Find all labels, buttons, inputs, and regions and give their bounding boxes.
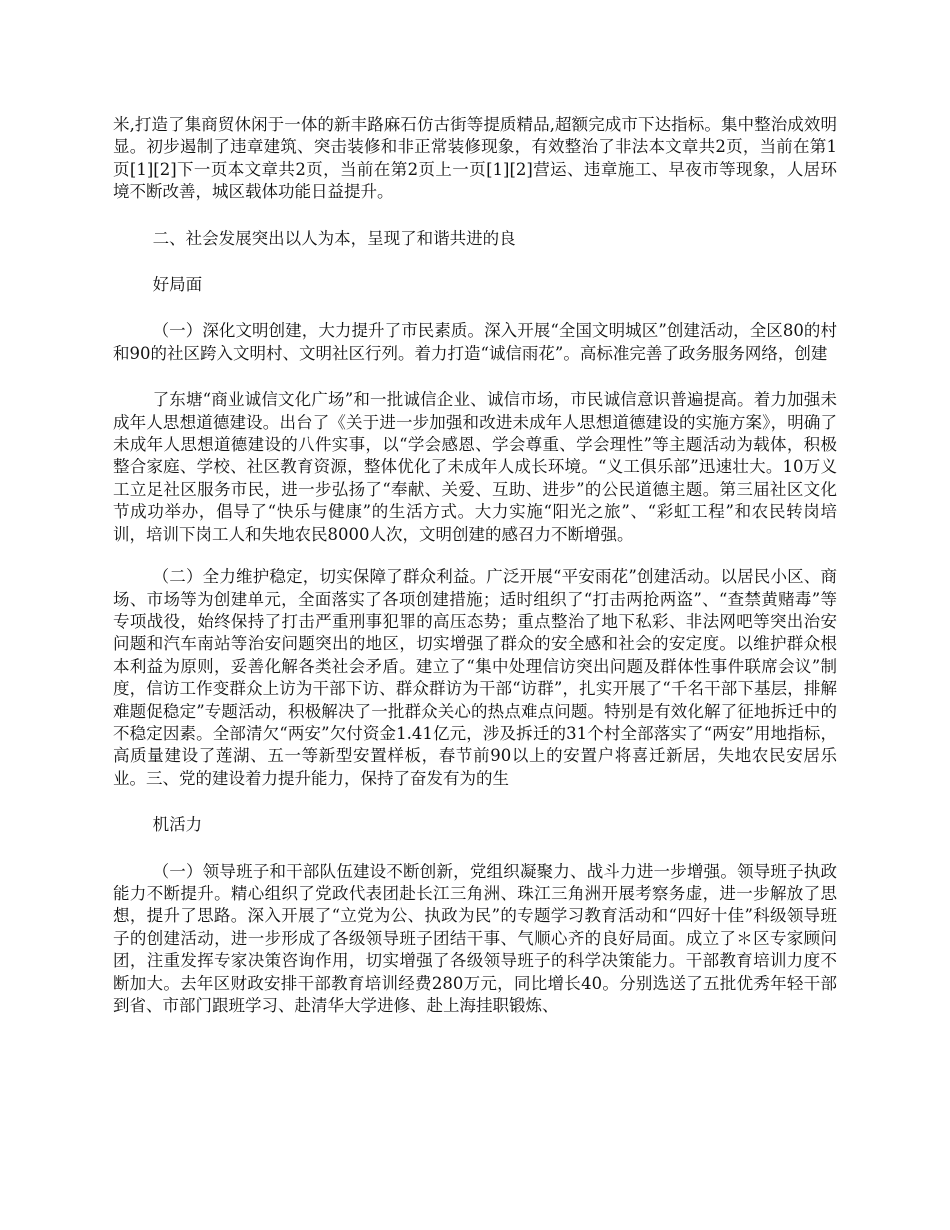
- section-heading-continuation: 好局面: [152, 275, 203, 295]
- paragraph-civilization-building: （一）深化文明创建，大力提升了市民素质。深入开展“全国文明城区”创建活动，全区80的村和90的社区跨入文明村、文明社区行列。着力打造“诚信雨花”。高标准完善了政务服务网络，创建: [113, 321, 837, 363]
- paragraph-integrity-and-youth: 了东塘“商业诚信文化广场”和一批诚信企业、诚信市场，市民诚信意识普遍提高。着力加强未成年人思想道德建设。出台了《关于进一步加强和改进未成年人思想道德建设的实施方案》，明确了未成年人思想道德建设的八件实事，以“学会感恩、学会尊重、学会理性”等主题活动为载体，积极整合家庭、学校、社区教育资源，整体优化了未成年人成长环境。“义工俱乐部”迅速壮大。10万义工立足社区服务市民，进一步弘扬了“奉献、关爱、互助、进步”的公民道德主题。第三届社区文化节成功举办，倡导了“快乐与健康”的生活方式。大力实施“阳光之旅”、“彩虹工程”和农民转岗培训，培训下岗工人和失地农民8000人次，文明创建的感召力不断增强。: [113, 390, 837, 544]
- paragraph-stability-and-welfare: （二）全力维护稳定，切实保障了群众利益。广泛开展“平安雨花”创建活动。以居民小区、商场、市场等为创建单元，全面落实了各项创建措施；适时组织了“打击两抢两盗”、“查禁黄赌毒”等专项战役，始终保持了打击严重刑事犯罪的高压态势；重点整治了地下私彩、非法网吧等突出治安问题和汽车南站等治安问题突出的地区，切实增强了群众的安全感和社会的安定度。以维护群众根本利益为原则，妥善化解各类社会矛盾。建立了“集中处理信访突出问题及群体性事件联席会议”制度，信访工作变群众上访为干部下访、群众群访为干部“访群”，扎实开展了“千名干部下基层，排解难题促稳定”专题活动，积极解决了一批群众关心的热点难点问题。特别是有效化解了征地拆迁中的不稳定因素。全部清欠“两安”欠付资金1.41亿元，涉及拆迁的31个村全部落实了“两安”用地指标，高质量建设了莲湖、五一等新型安置样板，春节前90以上的安置户将喜迁新居，失地农民安居乐业。三、党的建设着力提升能力，保持了奋发有为的生: [113, 567, 837, 788]
- document-body: [113, 114, 837, 1017]
- paragraph-urban-improvement: 米,打造了集商贸休闲于一体的新丰路麻石仿古街等提质精品,超额完成市下达指标。集中整治成效明显。初步遏制了违章建筑、突击装修和非正常装修现象，有效整治了非法本文章共2页，当前在第1页[1][2]下一页本文章共2页，当前在第2页上一页[1][2]营运、违章施工、早夜市等现象，人居环境不断改善，城区载体功能日益提升。: [113, 115, 837, 202]
- section-heading-social-development: 二、社会发展突出以人为本，呈现了和谐共进的良: [152, 228, 516, 248]
- section-heading-party-building-continuation: 机活力: [152, 815, 203, 835]
- paragraph-leadership-building: （一）领导班子和干部队伍建设不断创新，党组织凝聚力、战斗力进一步增强。领导班子执政能力不断提升。精心组织了党政代表团赴长江三角洲、珠江三角洲开展考察务虚，进一步解放了思想，提升了思路。深入开展了“立党为公、执政为民”的专题学习教育活动和“四好十佳”科级领导班子的创建活动，进一步形成了各级领导班子团结干事、气顺心齐的良好局面。成立了＊区专家顾问团，注重发挥专家决策咨询作用，切实增强了各级领导班子的科学决策能力。干部教育培训力度不断加大。去年区财政安排干部教育培训经费280万元，同比增长40。分别选送了五批优秀年轻干部到省、市部门跟班学习、赴清华大学进修、赴上海挂职锻炼、: [113, 861, 837, 1015]
